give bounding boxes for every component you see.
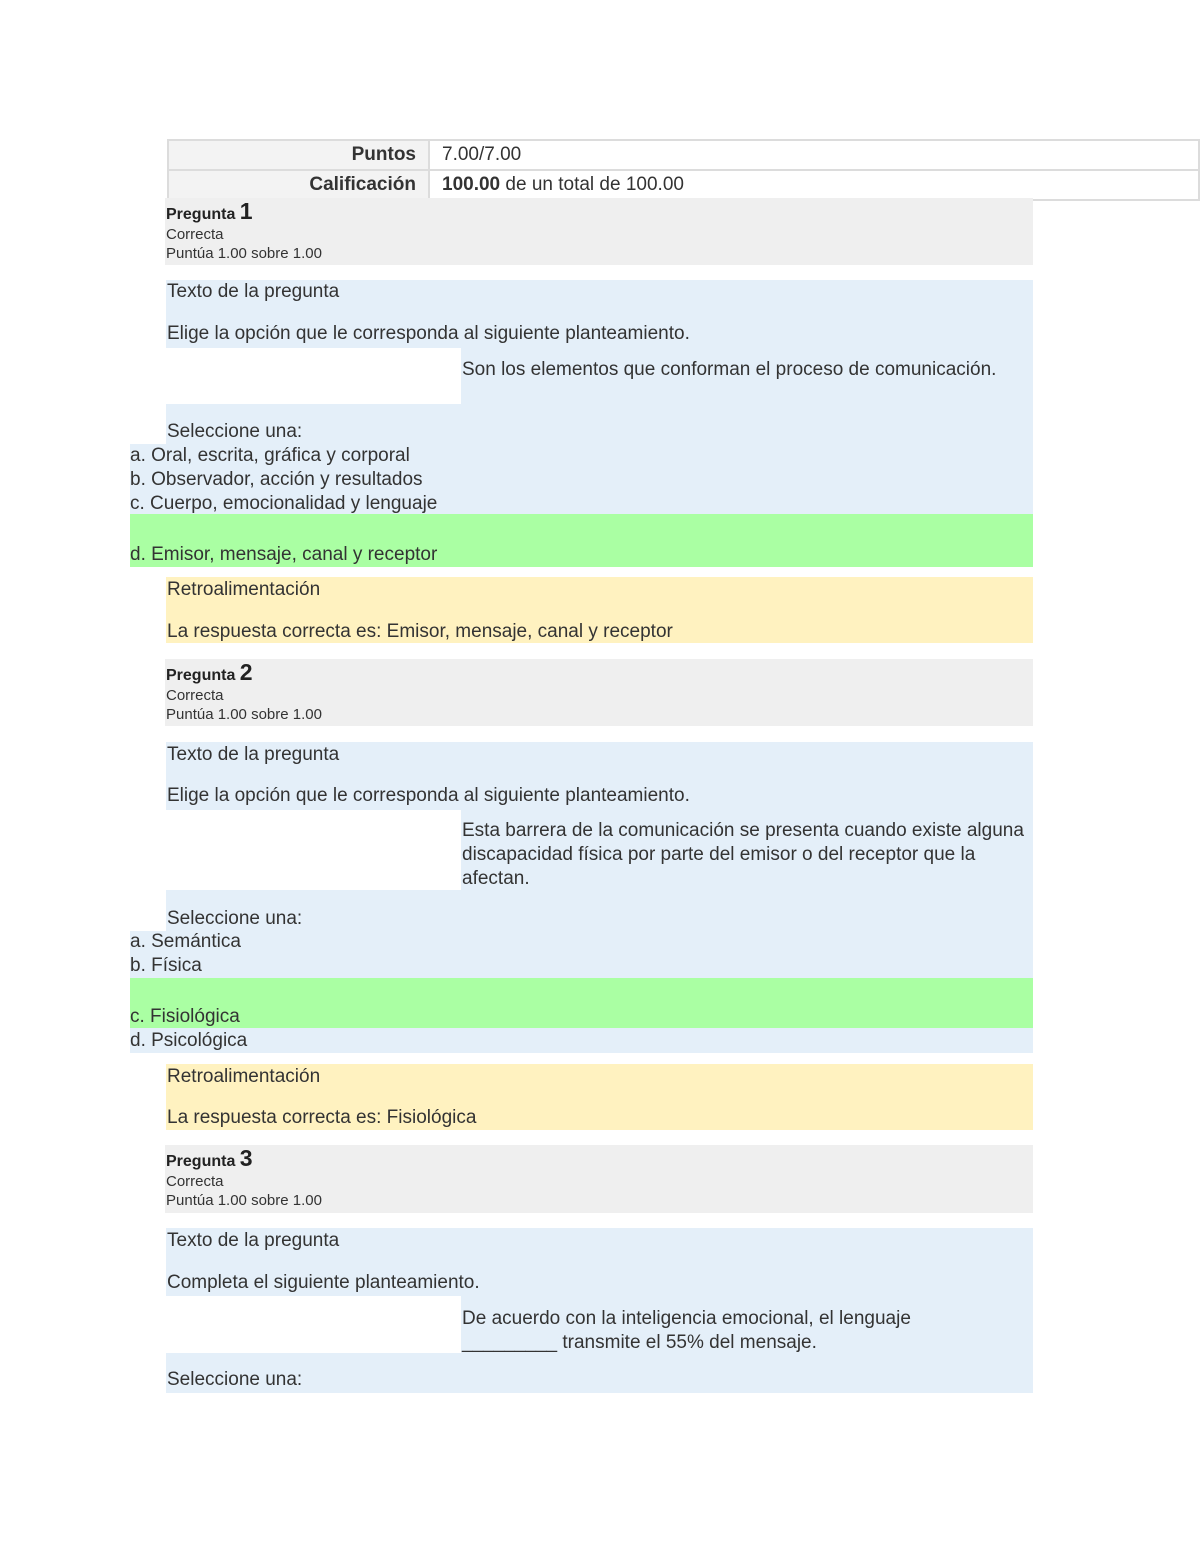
question-stem: [461, 1296, 1033, 1353]
question-status: Correcta: [166, 687, 224, 704]
question-text-label: Texto de la pregunta: [167, 281, 340, 302]
feedback-text: La respuesta correcta es: Fisiológica: [167, 1107, 477, 1128]
question-status: Correcta: [166, 226, 224, 243]
calificacion-label: Calificación: [168, 170, 429, 200]
calificacion-bold: 100.00: [442, 174, 501, 195]
option-c[interactable]: c. Cuerpo, emocionalidad y lenguaje: [130, 493, 438, 514]
question-2-header: [165, 659, 1033, 726]
question-score: Puntúa 1.00 sobre 1.00: [166, 706, 322, 723]
question-text-label: Texto de la pregunta: [167, 1230, 340, 1251]
puntos-value: 7.00/7.00: [429, 140, 1199, 170]
select-one-label: Seleccione una:: [167, 908, 303, 929]
question-3-header: [165, 1145, 1033, 1213]
summary-table: [167, 139, 1200, 201]
question-label: Pregunta: [166, 1153, 236, 1170]
options-block: [130, 931, 1033, 978]
puntos-row: [168, 140, 1199, 170]
option-d[interactable]: d. Psicológica: [130, 1030, 248, 1051]
question-label: Pregunta: [166, 206, 236, 223]
option-b[interactable]: b. Física: [130, 955, 202, 976]
option-c[interactable]: c. Fisiológica: [130, 1006, 240, 1027]
stem-line-1: De acuerdo con la inteligencia emocional, el lenguaje: [462, 1308, 911, 1329]
question-number: 3: [239, 1145, 253, 1171]
question-number: 2: [239, 659, 253, 685]
question-instruction: Elige la opción que le corresponda al siguiente planteamiento.: [167, 323, 690, 344]
question-stem: Esta barrera de la comunicación se presenta cuando existe alguna discapacidad física por parte del emisor o del receptor que la afectan.: [461, 810, 1033, 890]
question-number: 1: [239, 198, 253, 224]
calificacion-row: [168, 170, 1199, 200]
option-b[interactable]: b. Observador, acción y resultados: [130, 469, 423, 490]
puntos-label: Puntos: [168, 140, 429, 170]
question-instruction: Elige la opción que le corresponda al siguiente planteamiento.: [167, 785, 690, 806]
question-status: Correcta: [166, 1173, 224, 1190]
question-text-label: Texto de la pregunta: [167, 744, 340, 765]
stem-line-2: _________ transmite el 55% del mensaje.: [462, 1332, 817, 1353]
correct-option-highlight[interactable]: [130, 978, 1033, 1028]
feedback-text: La respuesta correcta es: Emisor, mensaje, canal y receptor: [167, 621, 673, 642]
option-d[interactable]: d. Emisor, mensaje, canal y receptor: [130, 544, 438, 565]
feedback-label: Retroalimentación: [167, 1066, 321, 1087]
select-one-label: Seleccione una:: [167, 1369, 303, 1390]
question-label: Pregunta: [166, 667, 236, 684]
option-a[interactable]: a. Semántica: [130, 931, 241, 952]
question-stem: Son los elementos que conforman el proceso de comunicación.: [461, 348, 1033, 404]
question-1-header: [165, 198, 1033, 265]
question-score: Puntúa 1.00 sobre 1.00: [166, 245, 322, 262]
options-block: [130, 1028, 1033, 1053]
select-one-label: Seleccione una:: [167, 421, 303, 442]
option-a[interactable]: a. Oral, escrita, gráfica y corporal: [130, 445, 410, 466]
question-score: Puntúa 1.00 sobre 1.00: [166, 1192, 322, 1209]
calificacion-rest: de un total de 100.00: [500, 174, 684, 195]
question-instruction: Completa el siguiente planteamiento.: [167, 1272, 480, 1293]
calificacion-value: [429, 170, 1199, 200]
feedback-label: Retroalimentación: [167, 579, 321, 600]
